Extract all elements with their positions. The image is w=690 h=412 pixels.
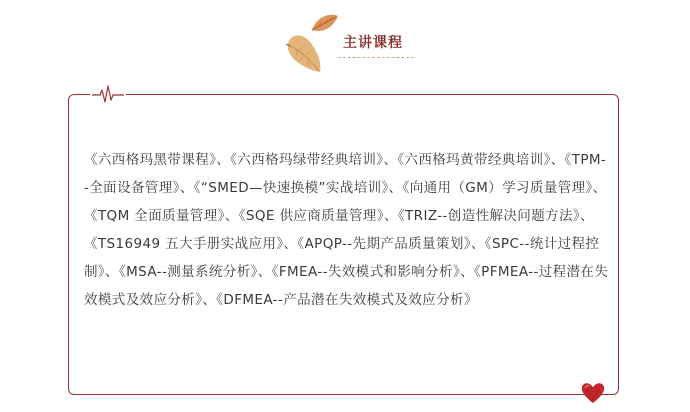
heart-icon: [580, 380, 606, 406]
course-list-text: 《六西格玛黑带课程》、《六西格玛绿带经典培训》、《六西格玛黄带经典培训》、《TPM--全面设备管理》、《“SMED—快速换模”实战培训》、《向通用（GM）学习质量管理》、《TQM 全面质量管理》、《SQE 供应商质量管理》、《TRIZ--创造性解决问题方法》、《TS16949 五大手册实战应用》、《APQP--先期产品质量策划》、《SPC--统计过程控制》、《MSA--测量系统分析》、《FMEA--失效模式和影响分析》、《PFMEA--过程潜在失效模式及效应分析》、《DFMEA--产品潜在失效模式及效应分析》: [84, 152, 609, 308]
heartbeat-line-icon: [92, 84, 124, 106]
title-underline: [338, 57, 414, 58]
autumn-leaves-icon: [282, 10, 342, 76]
section-header: [0, 0, 690, 90]
section-title: 主讲课程: [343, 35, 403, 51]
